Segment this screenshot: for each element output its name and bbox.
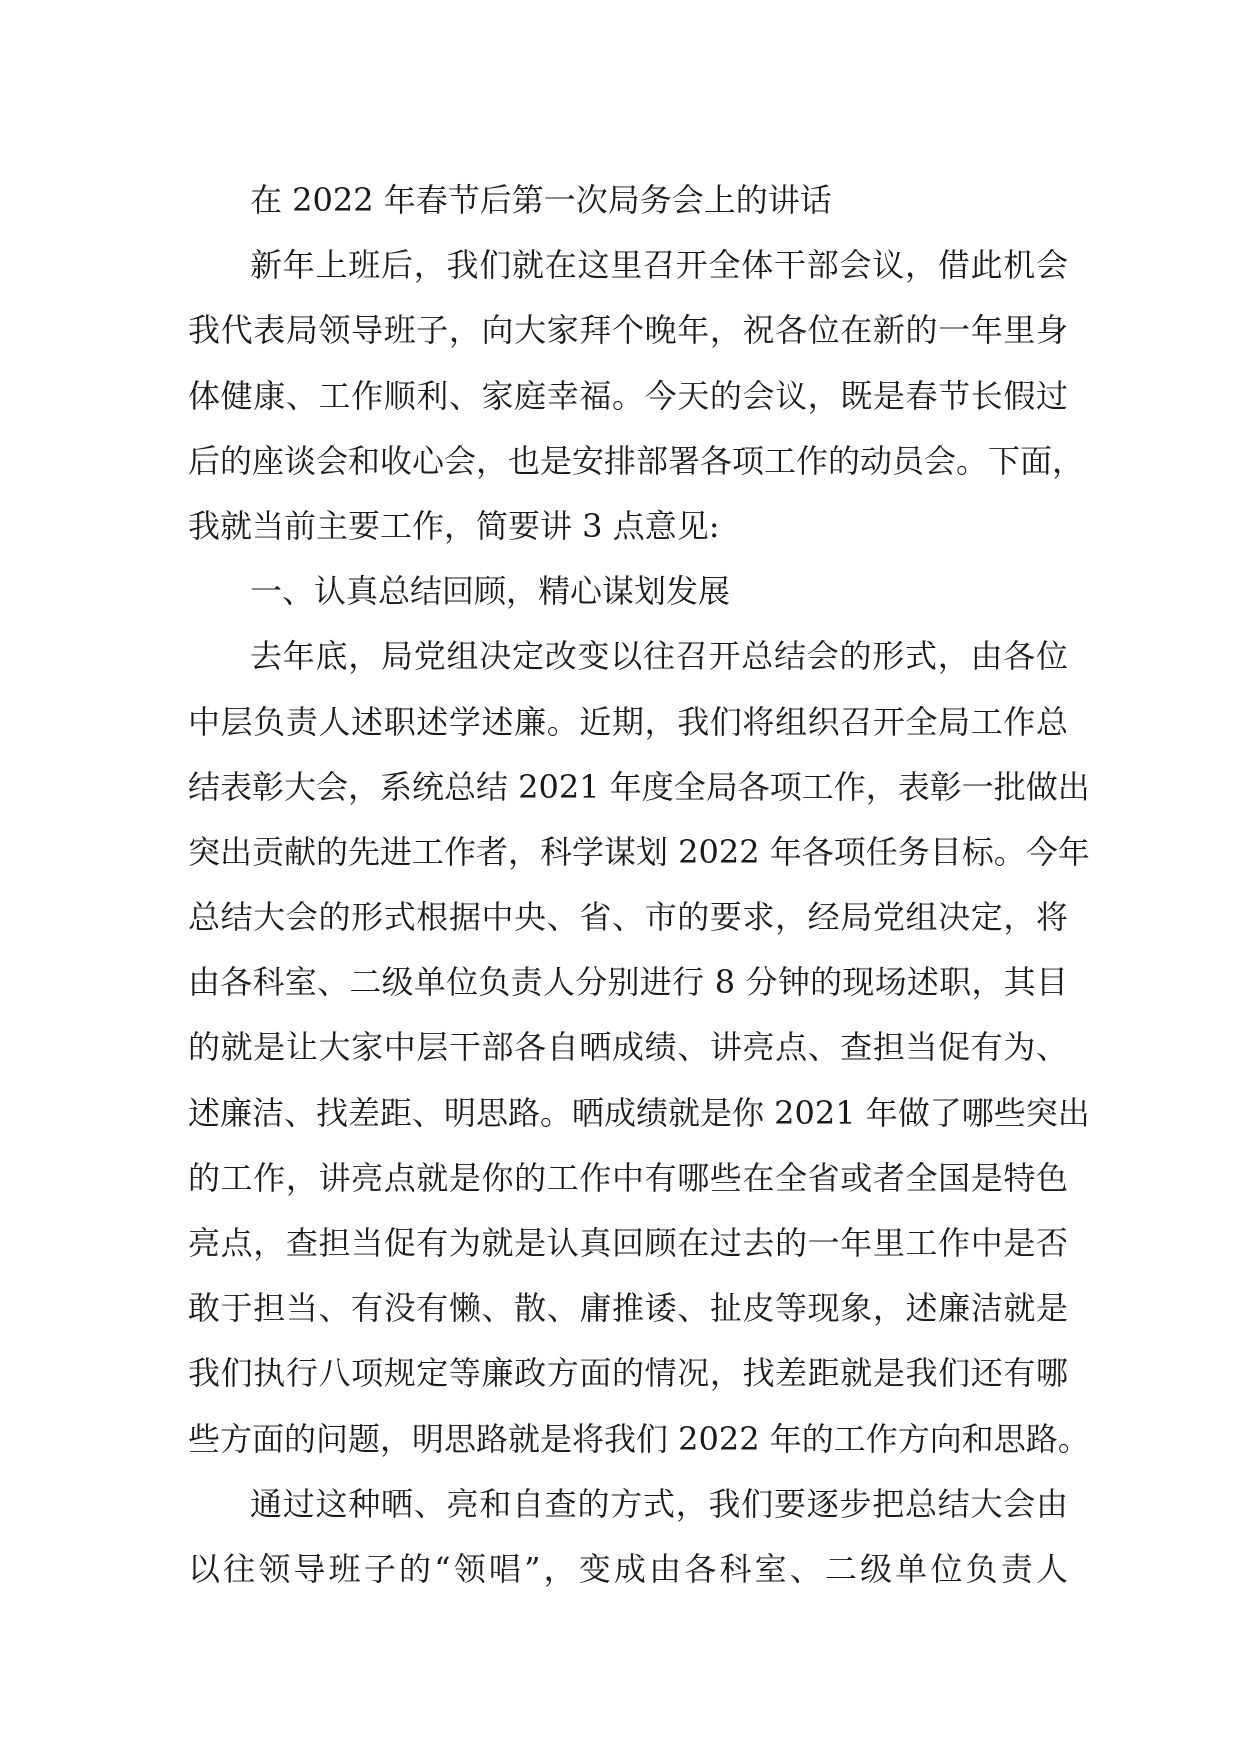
text-line: 的就是让大家中层干部各自晒成绩、讲亮点、查担当促有为、 — [188, 1028, 1068, 1067]
document-title: 在 2022 年春节后第一次局务会上的讲话 — [250, 181, 832, 219]
document-body — [188, 168, 1090, 1602]
text-line: 总结大会的形式根据中央、省、市的要求，经局党组决定，将 — [188, 898, 1068, 937]
text-line: 体健康、工作顺利、家庭幸福。今天的会议，既是春节长假过 — [188, 376, 1068, 415]
text-line: 去年底，局党组决定改变以往召开总结会的形式，由各位 — [250, 637, 1068, 676]
text-line: 些方面的问题，明思路就是将我们 2022 年的工作方向和思路。 — [188, 1419, 1090, 1458]
text-line: 以往领导班子的“领唱”，变成由各科室、二级单位负责人 — [188, 1549, 1068, 1588]
text-line: 述廉洁、找差距、明思路。晒成绩就是你 2021 年做了哪些突出 — [188, 1093, 1090, 1132]
text-line: 新年上班后，我们就在这里召开全体干部会议，借此机会 — [250, 246, 1068, 285]
text-line: 我就当前主要工作，简要讲 3 点意见: — [188, 506, 720, 545]
text-line: 的工作，讲亮点就是你的工作中有哪些在全省或者全国是特色 — [188, 1158, 1068, 1197]
text-line: 中层负责人述职述学述廉。近期，我们将组织召开全局工作总 — [188, 702, 1068, 741]
text-line: 突出贡献的先进工作者，科学谋划 2022 年各项任务目标。今年 — [188, 832, 1090, 871]
text-line: 结表彰大会，系统总结 2021 年度全局各项工作，表彰一批做出 — [188, 767, 1090, 806]
text-line: 我代表局领导班子，向大家拜个晚年，祝各位在新的一年里身 — [188, 311, 1068, 350]
text-line: 由各科室、二级单位负责人分别进行 8 分钟的现场述职，其目 — [188, 963, 1068, 1002]
section-heading: 一、认真总结回顾，精心谋划发展 — [250, 572, 731, 611]
text-line: 敢于担当、有没有懒、散、庸推诿、扯皮等现象，述廉洁就是 — [188, 1289, 1068, 1328]
text-line: 通过这种晒、亮和自查的方式，我们要逐步把总结大会由 — [250, 1484, 1068, 1523]
text-line: 亮点，查担当促有为就是认真回顾在过去的一年里工作中是否 — [188, 1224, 1068, 1262]
text-line: 我们执行八项规定等廉政方面的情况，找差距就是我们还有哪 — [188, 1354, 1068, 1393]
text-line: 后的座谈会和收心会，也是安排部署各项工作的动员会。下面， — [188, 441, 1085, 480]
